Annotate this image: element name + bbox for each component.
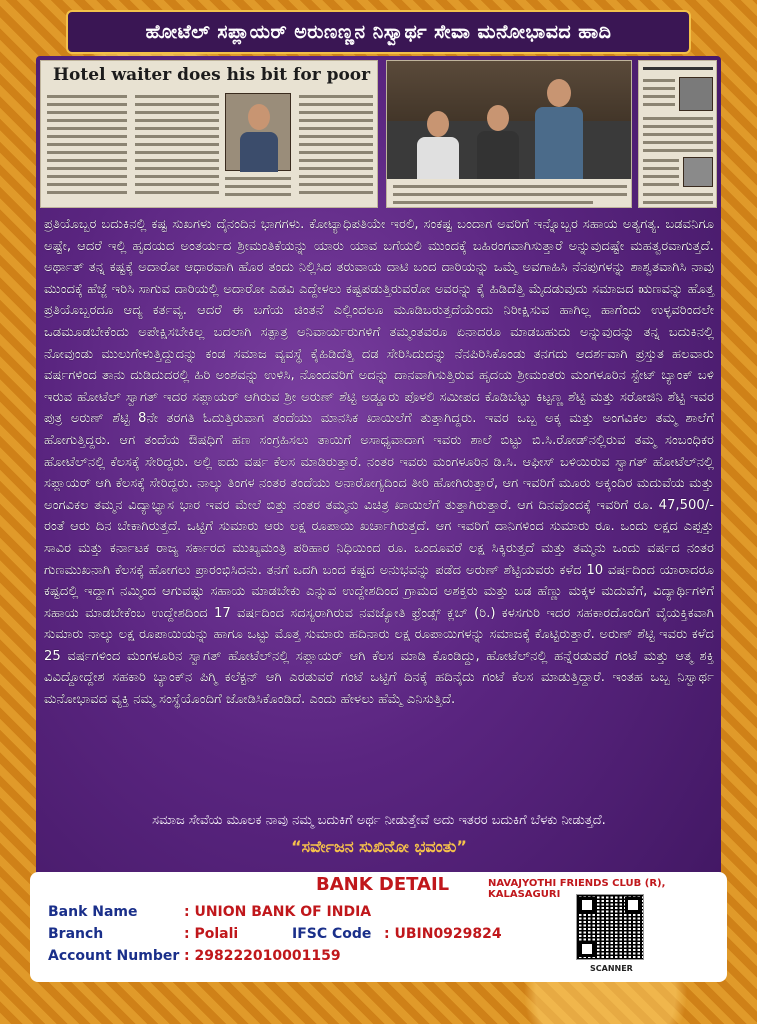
clipping-portrait-photo bbox=[225, 93, 291, 171]
article-body: ಪ್ರತಿಯೊಬ್ಬರ ಬದುಕಿನಲ್ಲಿ ಕಷ್ಟ ಸುಖಗಳು ದೈನಂದಿನ ಭಾಗಗಳು. ಕೋಟ್ಯಾಧಿಪತಿಯೇ ಇರಲಿ, ಸಂಕಷ್ಟ ಬಂದಾಗ ಅವರಿಗೆ ಇನ್ನೊಬ್ಬರ ಸಹಾಯ ಅತ್ಯಗತ್ಯ. ಬಡವನಿಗೂ ಅಷ್ಟೇ, ಆದರೆ ಇಲ್ಲಿ ಹೃದಯದ ಅಂತರ್ಯದ ಶ್ರೀಮಂತಿಕೆಯನ್ನು ಯಾರು ಯಾವ ಬಗೆಯಲಿ ಮುಂದಕ್ಕೆ ಬಹಿರಂಗವಾಗಿಸುತ್ತಾರೆ ಅನ್ನುವುದಷ್ಟೇ ಮಹತ್ವರವಾಗುತ್ತದೆ. ಅರ್ಥಾತ್ ತನ್ನ ಕಷ್ಟಕ್ಕೆ ಅದಾರೋ ಆಧಾರವಾಗಿ ಹೊರ ತಂದು ನಿಲ್ಲಿಸಿದ ತರುವಾಯ ದಾಟಿ ಬಂದ ದಾರಿಯನ್ನು ಒಮ್ಮೆ ಅವಗಾಹಿಸಿ ನೆನಪುಗಳನ್ನು ಶಾಶ್ವತವಾಗಿಸಿ ನಾವು ಮುಂದಕ್ಕೆ ಹೆಜ್ಜೆ ಇರಿಸಿ ಸಾಗುವ ದಾರಿಯಲ್ಲಿ ಅದಾರೋ ಎಡವಿ ಎದ್ದೇಳಲು ಕಷ್ಟಪಡುತ್ತಿರುವರೋ ಅವರನ್ನು ಕೈ ಹಿಡಿದೆತ್ತಿ ಮೈದಡುವುದು ಸಮಾಜದ ಋಣವನ್ನು ಹೊತ್ತ ಪ್ರತಿಯೊಬ್ಬರದೂ ಆದ್ಯ ಕರ್ತವ್ಯ. ಆದರೆ ಈ ಬಗೆಯ ಚಿಂತನೆ ಎಲ್ಲಿಂದಲೂ ಮೂಡಿಬರುತ್ತದೆಯೆಂದು ನಿರೀಕ್ಷಿಸುವ ಹಾಗಿಲ್ಲ ಹಾಗೆಂದು ಉಳ್ಳವರಿಂದಲೇ ಒಡಮೂಡಬೇಕೆಂದು ಅಪೇಕ್ಷಿಸಬೇಕಿಲ್ಲ ಬದಲಾಗಿ ಸತ್ಪಾತ್ರ ಅನಿವಾರ್ಯರುಗಳಿಗೆ ತಮ್ಮಂತವರೂ ಏನಾದರೂ ಮಾಡಬಹುದು ಅನ್ನುವುದನ್ನು ತನ್ನ ಬದುಕಿನಲ್ಲಿ ನೋವುಂಡು ಮುಲುಗೇಳುತ್ತಿದ್ದುದನ್ನು ಕಂಡ ಸಮಾಜ ವ್ಯವಸ್ಥೆ ಕೈಹಿಡಿದೆತ್ತಿ ದಡ ಸೇರಿಸಿದುದನ್ನು ನೆನಪಿರಿಸಿಕೊಂಡು ತನಗದು ಆದರ್ಶವಾಗಿ ಪ್ರಸ್ತುತ ಹಲವಾರು ವರ್ಷಗಳಿಂದ ತಾನು ದುಡಿದುದರಲ್ಲಿ ಹಿರಿ ಅಂಶವನ್ನು ಉಳಿಸಿ, ನೊಂದವರಿಗೆ ಅದನ್ನು ದಾನವಾಗಿಸುತ್ತಿರುವ ಹೃದಯ ಶ್ರೀಮಂತರು ಮಂಗಳೂರಿನ ಸ್ಟೇಟ್ ಬ್ಯಾಂಕ್ ಬಳಿ ಇರುವ ಹೋಟೆಲ್ ಸ್ವಾಗತ್ ಇದರ ಸಪ್ಲಾಯರ್ ಆಗಿರುವ ಶ್ರೀ ಅರುಣ್ ಶೆಟ್ಟಿ ಅಡ್ಡೂರು ಪೊಳಲಿ ಸಮೀಪದ ಕೊಡಿಬೆಟ್ಟು ಕಿಟ್ಟಣ್ಣ ಶೆಟ್ಟಿ ಮತ್ತು ಸರೋಜಿನಿ ಶೆಟ್ಟಿ ಇವರ ಪುತ್ರ ಅರುಣ್ ಶೆಟ್ಟಿ 8ನೇ ತರಗತಿ ಓದುತ್ತಿರುವಾಗ ತಂದೆಯು ಮಾನಸಿಕ ಖಾಯಿಲೆಗೆ ತುತ್ತಾಗಿದ್ದರು. ಇವರ ಒಬ್ಬ ಅಕ್ಕ ಮತ್ತು ಅಂಗವಿಕಲ ತಮ್ಮ ಶಾಲೆಗೆ ಹೋಗುತ್ತಿದ್ದರು. ಆಗ ತಂದೆಯ ಔಷಧಿಗೆ ಹಣ ಸಂಗ್ರಹಿಸಲು ತಾಯಿಗೆ ಅಸಾಧ್ಯವಾದಾಗ ಇವರು ಶಾಲೆ ಬಿಟ್ಟು ಬಿ.ಸಿ.ರೋಡ್‌ನಲ್ಲಿರುವ ತಮ್ಮ ಸಂಬಂಧಿಕರ ಹೋಟೆಲ್‌ನಲ್ಲಿ ಕೆಲಸಕ್ಕೆ ಸೇರಿದ್ದರು. ಅಲ್ಲಿ ಐದು ವರ್ಷ ಕೆಲಸ ಮಾಡಿರುತ್ತಾರೆ. ನಂತರ ಇವರು ಮಂಗಳೂರಿನ ಡಿ.ಸಿ. ಆಫೀಸ್ ಬಳಿಯಿರುವ ಸ್ವಾಗತ್ ಹೋಟೆಲ್‌ನಲ್ಲಿ ಸಪ್ಲಾಯರ್ ಆಗಿ ಕೆಲಸಕ್ಕೆ ಸೇರಿದ್ದರು. ನಾಲ್ಕು ತಿಂಗಳ ನಂತರ ತಂದೆಯು ಅನಾರೋಗ್ಯದಿಂದ ತೀರಿ ಹೋಗಿರುತ್ತಾರೆ, ಆಗ ಇವರಿಗೆ ಮೂರು ಅಕ್ಕಂದಿರ ಮದುವೆಯ ಮತ್ತು ಅಂಗವಿಕಲ ತಮ್ಮನ ವಿದ್ಯಾಭ್ಯಾಸ ಭಾರ ಇವರ ಮೇಲೆ ಬಿತ್ತು ನಂತರ ತಮ್ಮನು ವಿಚಿತ್ರ ಖಾಯಿಲೆಗೆ ತುತ್ತಾಗಿರುತ್ತಾರೆ. ಆಗ ದಿನವೊಂದಕ್ಕೆ ಇವರಿಗೆ ರೂ. 47,500/- ರಂತೆ ಆರು ದಿನ ಬೇಕಾಗಿರುತ್ತದೆ. ಒಟ್ಟಿಗೆ ಸುಮಾರು ಆರು ಲಕ್ಷ ರೂಪಾಯಿ ಖರ್ಚಾಗಿರುತ್ತದೆ. ಆಗ ಇವರಿಗೆ ದಾನಿಗಳಿಂದ ಸುಮಾರು ರೂ. ಒಂದು ಲಕ್ಷದ ಎಪ್ಪತ್ತು ಸಾವಿರ ಮತ್ತು ಕರ್ನಾಟಕ ರಾಜ್ಯ ಸರ್ಕಾರದ ಮುಖ್ಯಮಂತ್ರಿ ಪರಿಹಾರ ನಿಧಿಯಿಂದ ರೂ. ಒಂದೂವರೆ ಲಕ್ಷ ಸಿಕ್ಕಿರುತ್ತದೆ ಮತ್ತು ತಮ್ಮನು ಒಂದು ವರ್ಷದ ನಂತರ ಗುಣಮುಖನಾಗಿ ಕೆಲಸಕ್ಕೆ ಹೋಗಲು ಪ್ರಾರಂಭಿಸಿದನು. ತನಗೆ ಒದಗಿ ಬಂದ ಕಷ್ಟದ ಅನುಭವನ್ನು ಪಡೆದ ಅರುಣ್ ಶೆಟ್ಟಿಯವರು ಕಳೆದ 10 ವರ್ಷದಿಂದ ಯಾರಾದರೂ ಕಷ್ಟದಲ್ಲಿ ಇದ್ದಾಗ ನಮ್ಮಿಂದ ಆಗುವಷ್ಟು ಸಹಾಯ ಮಾಡಬೇಕು ಎನ್ನುವ ಉದ್ದೇಶದಿಂದ ಗ್ರಾಮದ ಅಶಕ್ತರು ಮತ್ತು ಬಡ ಹೆಣ್ಣು ಮಕ್ಕಳ ಮದುವೆಗೆ, ವಿದ್ಯಾರ್ಥಿಗಳಿಗೆ ಸಹಾಯ ಮಾಡಬೇಕೆಂಬ ಉದ್ದೇಶದಿಂದ 17 ವರ್ಷದಿಂದ ಸದಸ್ಯರಾಗಿರುವ ನವಜ್ಯೋತಿ ಫ್ರೆಂಡ್ಸ್ ಕ್ಲಬ್ (ರಿ.) ಕಳಸಗುರಿ ಇದರ ಸಹಕಾರದೊಂದಿಗೆ ವೈಯಕ್ತಿಕವಾಗಿ ಸುಮಾರು ನಾಲ್ಕು ಲಕ್ಷ ರೂಪಾಯಿಯನ್ನು ಹಾಗೂ ಒಟ್ಟು ಮೊತ್ತ ಸುಮಾರು ಹದಿನಾರು ಲಕ್ಷ ರೂಪಾಯಿಗಳನ್ನು ಸಮಾಜಕ್ಕೆ ಕೊಟ್ಟಿರುತ್ತಾರೆ. ಅರುಣ್ ಶೆಟ್ಟಿ ಇವರು ಕಳೆದ 25 ವರ್ಷಗಳಿಂದ ಮಂಗಳೂರಿನ ಸ್ವಾಗತ್ ಹೋಟೆಲ್‌ನಲ್ಲಿ ಸಪ್ಲಾಯರ್ ಆಗಿ ಕೆಲಸ ಮಾಡಿ ಕೊಂಡಿದ್ದು, ಹೋಟೆಲ್‌ನಲ್ಲಿ ಹನ್ನೆರಡುವರೆ ಗಂಟೆ ಮತ್ತು ಆತ್ಮ ಶಕ್ತಿ ವಿವಿದ್ದೋದ್ದೇಶ ಸಹಕಾರಿ ಬ್ಯಾಂಕ್‌ನ ಪಿಗ್ಮಿ ಕಲೆಕ್ಟನ್ ಆಗಿ ಎರಡುವರೆ ಗಂಟೆ ಒಟ್ಟಿಗೆ ದಿನಕ್ಕೆ ಹದಿನೈದು ಗಂಟೆ ಕೆಲಸ ಮಾಡುತ್ತಿದ್ದಾರೆ. ಇಂತಹ ಒಬ್ಬ ನಿಸ್ವಾರ್ಥ ಮನೋಭಾವದ ವ್ಯಕ್ತಿ ನಮ್ಮ ಸಂಸ್ಥೆಯೊಂದಿಗೆ ಜೋಡಿಸಿಕೊಂಡಿದೆ. ಎಂದು ಹೇಳಲು ಹೆಮ್ಮೆ ಎನಿಸುತ್ತಿದೆ. bbox=[44, 217, 714, 708]
newspaper-clipping-side bbox=[638, 60, 717, 208]
qr-code-icon[interactable] bbox=[576, 894, 644, 960]
newspaper-clipping-photo bbox=[386, 60, 632, 208]
ifsc-label: IFSC Code bbox=[292, 926, 372, 942]
account-number-value: : 298222010001159 bbox=[184, 948, 341, 964]
article-slogan: ಸಮಾಜ ಸೇವೆಯ ಮೂಲಕ ನಾವು ನಮ್ಮ ಬದುಕಿಗೆ ಅರ್ಥ ನೀಡುತ್ತೇವೆ ಅದು ಇತರರ ಬದುಕಿಗೆ ಬೆಳಕು ನೀಡುತ್ತದೆ. bbox=[152, 813, 606, 828]
bank-name-label: Bank Name bbox=[48, 904, 138, 920]
branch-row bbox=[48, 926, 502, 942]
branch-value: : Polali bbox=[184, 926, 239, 942]
account-number-label: Account Number bbox=[48, 948, 180, 964]
bank-detail-title: BANK DETAIL bbox=[316, 874, 450, 895]
account-row bbox=[48, 948, 341, 964]
ifsc-value: : UBIN0929824 bbox=[384, 926, 502, 942]
bank-detail-card bbox=[30, 872, 727, 982]
newspaper-clippings bbox=[40, 60, 717, 210]
bank-name-row bbox=[48, 904, 371, 920]
newspaper-clipping-main bbox=[40, 60, 378, 208]
branch-label: Branch bbox=[48, 926, 104, 942]
club-name: NAVAJYOTHI FRIENDS CLUB (R), KALASAGURI bbox=[488, 878, 666, 900]
clipping-headline: Hotel waiter does his bit for poor bbox=[53, 65, 371, 85]
scanner-label: SCANNER bbox=[590, 964, 633, 973]
header-title: ಹೋಟೆಲ್ ಸಪ್ಲಾಯರ್ ಅರುಣಣ್ಣನ ನಿಸ್ವಾರ್ಥ ಸೇವಾ ಮನೋಭಾವದ ಹಾದಿ bbox=[145, 21, 612, 43]
article-motto: “ಸರ್ವೇಜನ ಸುಖಿನೋ ಭವಂತು” bbox=[291, 837, 467, 856]
bank-name-value: : UNION BANK OF INDIA bbox=[184, 904, 372, 920]
header-banner bbox=[66, 10, 691, 54]
